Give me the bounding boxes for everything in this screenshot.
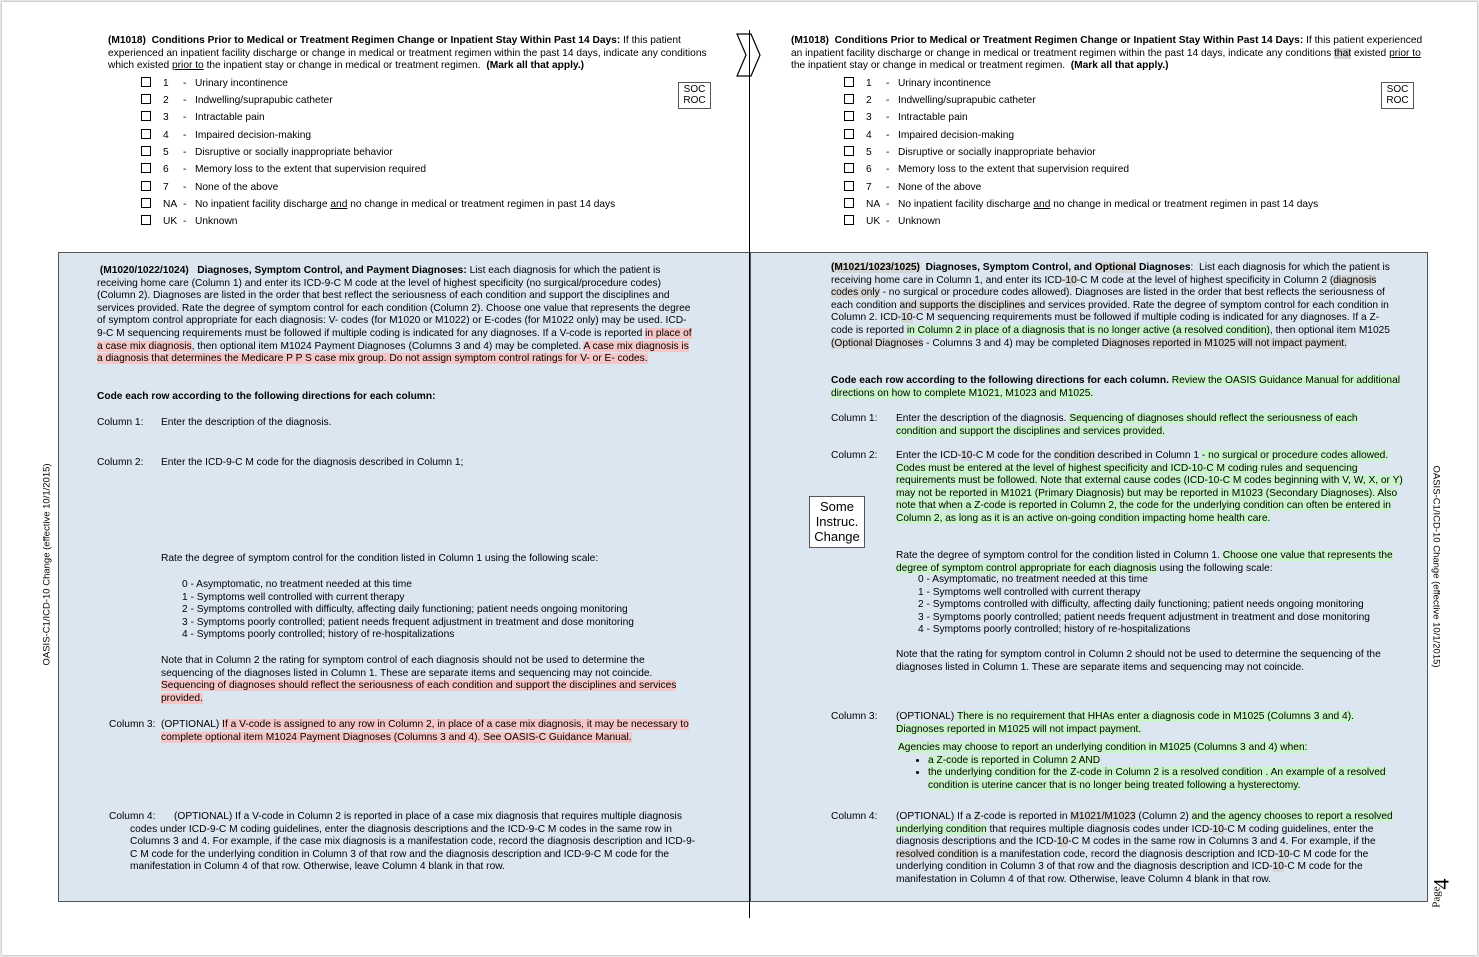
checkbox[interactable] — [844, 215, 854, 225]
left-col3-text: (OPTIONAL) If a V-code is assigned to any row in Column 2, in place of a case mix diagnosis, it may be necessary to complete optional item M1024 Payment Diagnoses (Columns 3 and 4). See OASIS-C Guidance Manual. — [161, 719, 689, 743]
checkbox[interactable] — [844, 146, 854, 156]
left-m1018-mark: (Mark all that apply.) — [486, 60, 585, 72]
right-m1021-intro: (M1021/1023/1025) Diagnoses, Symptom Control, and Optional Diagnoses: List each diagnosis for which the patient is receiving home care in Column 1, and enter its ICD-10-C M code at the level of highest specificity in Column 2 (diagnosis codes only - no surgical or procedure codes allowed). Diagnoses are listed in the order that best reflects the seriousness of each condition and supports the disciplines and services provided. Rate the degree of symptom control for each condition in Column 2. ICD-10-C M sequencing requirements must be followed if multiple coding is indicated for any diagnoses. If a Z-code is reported in Column 2 in place of a diagnosis that is no longer active (a resolved condition), then optional item M1025 (Optional Diagnoses - Columns 3 and 4) may be completed Diagnoses reported in M1025 will not impact payment. — [831, 262, 1390, 349]
left-m1020-label: (M1020/1022/1024) — [99, 265, 189, 276]
right-col2-label: Column 2: — [831, 450, 878, 461]
left-m1018-title: Conditions Prior to Medical or Treatment Regimen Change or Inpatient Stay Within Past 14 Days — [151, 35, 617, 46]
checkbox[interactable] — [844, 111, 854, 121]
right-m1018-existed: existed — [1353, 47, 1387, 59]
left-m1018-header: (M1018) Conditions Prior to Medical or Treatment Regimen Change or Inpatient Stay Within Past 14 Days: If this patient experienced an inpatient facility discharge or change in medical or treatment regimen within the past 14 days, indicate any conditions which existed prior to the inpatient stay or change in medical or treatment regimen. (Mark all that apply.) — [108, 35, 707, 72]
left-option-3[interactable]: 3 - Intractable pain — [141, 111, 265, 125]
scale-item: 0 - Asymptomatic, no treatment needed at this time — [918, 574, 1148, 585]
right-m1018-label: (M1018) — [791, 35, 829, 46]
right-col4-text: (OPTIONAL) If a Z-code is reported in M1021/M1023 (Column 2) and the agency chooses to report a resolved underlying condition that requires multiple diagnosis codes under ICD-10-C M coding guidelines, enter the diagnosis descriptions and the ICD-10-C M codes in the same row in Columns 3 and 4. For example, if the resolved condition is a manifestation code, record the diagnosis description and ICD-10-C M code for the underlying condition in Column 3 of that row and the diagnosis description and ICD-10-C M code for the manifestation in Column 4 of that row. Otherwise, leave Column 4 blank in that row. — [896, 811, 1393, 885]
right-option-na[interactable]: NA - No inpatient facility discharge and no change in medical or treatment regimen in past 14 days — [844, 198, 1318, 212]
left-m1020-title: Diagnoses, Symptom Control, and Payment Diagnoses: — [197, 265, 467, 276]
right-m1018-intro: If this patient experienced an inpatient facility discharge or change in medical or treatment regimen within the past 14 days, indicate any conditions — [791, 35, 1423, 59]
right-col2-text: Enter the ICD-10-C M code for the condition described in Column 1 - no surgical or procedure codes allowed. Codes must be entered at the level of highest specificity and ICD-10-C M coding rules and sequencing requirements must be followed. Note that external cause codes (ICD-10-C M codes beginning with V, W, X, or Y) may not be reported in M1021 (Primary Diagnosis) but may be reported in M1023 (Secondary Diagnoses). Also note that when a Z-code is reported in Column 2, the code for the underlying condition can often be entered in Column 2, as long as it is an active on-going condition impacting home health care. — [896, 450, 1403, 524]
checkbox[interactable] — [141, 181, 151, 191]
left-m1020-intro: (M1020/1022/1024) Diagnoses, Symptom Control, and Payment Diagnoses: List each diagnosis for which the patient is receiving home care (Column 1) and enter its ICD-9-C M code at the level of highest specificity (no surgical/procedure codes) (Column 2). Diagnoses are listed in the order that best reflect the seriousness of each condition and support the disciplines and services provided. Rate the degree of symptom control for each condition (Column 2). Choose one value that represents the degree of symptom control appropriate for each diagnosis: V- codes (for M1020 or M1022) or E-codes (for M1022 only) may be used. ICD-9-C M sequencing requirements must be followed if multiple coding is indicated for any diagnoses. If a V-code is reported in place of a case mix diagnosis, then optional item M1024 Payment Diagnoses (Columns 3 and 4) may be completed. A case mix diagnosis is a diagnosis that determines the Medicare P P S case mix group. Do not assign symptom control ratings for V- or E- codes. — [97, 265, 692, 365]
left-note: Note that in Column 2 the rating for symptom control of each diagnosis should not be used to determine the sequencing of the diagnoses listed in Column 1. These are separate items and sequencing may not coincide. Sequencing of diagnoses should reflect the seriousness of each condition and support the disciplines and services provided. — [161, 655, 677, 704]
right-col3-label: Column 3: — [831, 711, 878, 722]
right-m1021-label: (M1021/1023/1025) — [831, 262, 920, 273]
scale-item: 3 - Symptoms poorly controlled; patient needs frequent adjustment in treatment and dose monitoring — [182, 616, 634, 628]
roc-label: ROC — [683, 95, 706, 106]
scale-item: 0 - Asymptomatic, no treatment needed at this time — [182, 579, 412, 590]
right-option-7[interactable]: 7 - None of the above — [844, 181, 981, 195]
left-soc-roc-tag — [678, 82, 711, 109]
left-rate-text: Rate the degree of symptom control for the condition listed in Column 1 using the following scale: — [161, 553, 599, 564]
scale-item: 1 - Symptoms well controlled with current therapy — [182, 591, 405, 603]
page-word: Page — [1430, 886, 1443, 908]
bullet-item: • the underlying condition for the Z-code in Column 2 is a resolved condition . An example of a resolved condition is uterine cancer that is no longer being treated following a hysterectomy. — [928, 767, 1398, 792]
document-page — [2, 2, 1477, 955]
checkbox[interactable] — [141, 111, 151, 121]
checkbox[interactable] — [844, 198, 854, 208]
checkbox[interactable] — [844, 77, 854, 87]
right-m1018-prior: prior to — [1389, 47, 1421, 59]
right-m1018-rest: the inpatient stay or change in medical or treatment regimen. — [791, 60, 1066, 72]
left-option-1[interactable]: 1 - Urinary incontinence — [141, 77, 288, 91]
checkbox[interactable] — [141, 215, 151, 225]
scale-item: 1 - Symptoms well controlled with current therapy — [918, 586, 1141, 598]
left-m1018-rest: the inpatient stay or change in medical or treatment regimen. — [206, 60, 481, 72]
right-option-6[interactable]: 6 - Memory loss to the extent that supervision required — [844, 163, 1129, 177]
left-col4-label: Column 4: — [109, 811, 156, 822]
right-option-uk[interactable]: UK - Unknown — [844, 215, 940, 229]
left-option-5[interactable]: 5 - Disruptive or socially inappropriate behavior — [141, 146, 393, 160]
left-m1018-label: (M1018) — [108, 35, 146, 46]
right-m1018-mark: (Mark all that apply.) — [1070, 60, 1169, 72]
checkbox[interactable] — [844, 181, 854, 191]
checkbox[interactable] — [141, 94, 151, 104]
checkbox[interactable] — [141, 129, 151, 139]
right-note: Note that the rating for symptom control in Column 2 should not be used to determine the sequencing of the diagnoses listed in Column 1. These are separate items and sequencing may not coincide. — [896, 649, 1381, 673]
scale-item: 4 - Symptoms poorly controlled; history of re-hospitalizations — [918, 624, 1191, 636]
right-option-1[interactable]: 1 - Urinary incontinence — [844, 77, 991, 91]
left-col1-text: Enter the description of the diagnosis. — [161, 417, 332, 428]
left-code-each-heading: Code each row according to the following directions for each column: — [97, 391, 436, 402]
right-option-2[interactable]: 2 - Indwelling/suprapubic catheter — [844, 94, 1036, 108]
soc-label: SOC — [1386, 84, 1409, 95]
right-col1-label: Column 1: — [831, 413, 878, 424]
checkbox[interactable] — [844, 94, 854, 104]
right-agencies: Agencies may choose to report an underlying condition in M1025 (Columns 3 and 4) when: • a Z-code is reported in Column 2 AND • the underlying condition for the Z-code in Column 2 is a resolved condition . An example of a resolved condition is uterine cancer that is no longer being treated following a hysterectomy. — [898, 742, 1398, 792]
left-m1018-intro: If this patient experienced an inpatient facility discharge or change in medical or treatment regimen within the past 14 days, indicate any conditions which existed — [108, 35, 707, 72]
roc-label: ROC — [1386, 95, 1409, 106]
left-scale-list — [182, 579, 682, 642]
scale-item: 2 - Symptoms controlled with difficulty, affecting daily functioning; patient needs ongoing monitoring — [182, 604, 628, 616]
left-col2-text: Enter the ICD-9-C M code for the diagnosis described in Column 1; — [161, 457, 464, 468]
left-option-6[interactable]: 6 - Memory loss to the extent that supervision required — [141, 163, 426, 177]
left-option-4[interactable]: 4 - Impaired decision-making — [141, 129, 311, 143]
some-instruc-change-tag: Some Instruc. Change — [809, 496, 865, 548]
right-m1018-header: (M1018) Conditions Prior to Medical or Treatment Regimen Change or Inpatient Stay Within Past 14 Days: If this patient experienced an inpatient facility discharge or change in medical or treatment regimen within the past 14 days, indicate any conditions that existed prior to the inpatient stay or change in medical or treatment regimen. (Mark all that apply.) — [791, 35, 1423, 72]
left-option-2[interactable]: 2 - Indwelling/suprapubic catheter — [141, 94, 333, 108]
right-option-3[interactable]: 3 - Intractable pain — [844, 111, 968, 125]
page-number — [1428, 877, 1464, 917]
soc-label: SOC — [683, 84, 706, 95]
checkbox[interactable] — [141, 198, 151, 208]
left-col1-label: Column 1: — [97, 417, 144, 428]
right-code-each-heading: Code each row according to the following directions for each column. Review the OASIS Guidance Manual for additional directions on how to complete M1021, M1023 and M1025. — [831, 375, 1400, 399]
left-option-na[interactable]: NA - No inpatient facility discharge and no change in medical or treatment regimen in past 14 days — [141, 198, 615, 212]
left-option-uk[interactable]: UK - Unknown — [141, 215, 237, 229]
left-col4-text: (OPTIONAL) If a V-code in Column 2 is reported in place of a case mix diagnosis that requires multiple diagnosis codes under ICD-9-C M coding guidelines, enter the diagnosis descriptions and the ICD-9-C M codes in the same row in Columns 3 and 4. For example, if the case mix diagnosis is a manifestation code, record the diagnosis description and ICD-9-C M code for the underlying condition in Column 3 of that row and the diagnosis description and ICD-9-C M code for the manifestation in Column 4 of that row. Otherwise, leave Column 4 blank in that row. — [130, 811, 696, 873]
right-option-4[interactable]: 4 - Impaired decision-making — [844, 129, 1014, 143]
center-divider — [749, 30, 750, 918]
checkbox[interactable] — [141, 146, 151, 156]
checkbox[interactable] — [844, 129, 854, 139]
right-col4-label: Column 4: — [831, 811, 878, 822]
checkbox[interactable] — [844, 163, 854, 173]
right-soc-roc-tag — [1381, 82, 1414, 109]
right-scale-list — [918, 574, 1418, 637]
left-side-caption: OASIS-C1/ICD-10 Change (effective 10/1/2015) — [41, 463, 53, 666]
left-m1018-prior: prior to — [172, 60, 204, 72]
right-m1018-that: that — [1334, 47, 1352, 59]
checkbox[interactable] — [141, 77, 151, 87]
left-col3-label: Column 3: — [109, 719, 156, 730]
scale-item: 3 - Symptoms poorly controlled; patient needs frequent adjustment in treatment and dose monitoring — [918, 611, 1370, 623]
right-m1018-title: Conditions Prior to Medical or Treatment Regimen Change or Inpatient Stay Within Past 14 Days — [834, 35, 1300, 46]
scale-item: 2 - Symptoms controlled with difficulty, affecting daily functioning; patient needs ongoing monitoring — [918, 599, 1364, 611]
right-option-5[interactable]: 5 - Disruptive or socially inappropriate behavior — [844, 146, 1096, 160]
checkbox[interactable] — [141, 163, 151, 173]
right-col3-text: (OPTIONAL) There is no requirement that HHAs enter a diagnosis code in M1025 (Columns 3 and 4). Diagnoses reported in M1025 will not impact payment. — [896, 711, 1354, 735]
scale-item: 4 - Symptoms poorly controlled; history of re-hospitalizations — [182, 629, 455, 641]
right-rate-text: Rate the degree of symptom control for the condition listed in Column 1. Choose one value that represents the degree of symptom control appropriate for each diagnosis using the following scale: — [896, 550, 1393, 574]
bullet-item: • a Z-code is reported in Column 2 AND — [928, 755, 1398, 768]
page-num: 4 — [1428, 878, 1454, 890]
left-col2-label: Column 2: — [97, 457, 144, 468]
right-side-caption: OASIS-C1/ICD-10 Change (effective 10/1/2015) — [1430, 465, 1442, 668]
right-col1-text: Enter the description of the diagnosis. Sequencing of diagnoses should reflect the seriousness of each condition and support the disciplines and services provided. — [896, 413, 1358, 437]
left-option-7[interactable]: 7 - None of the above — [141, 181, 278, 195]
